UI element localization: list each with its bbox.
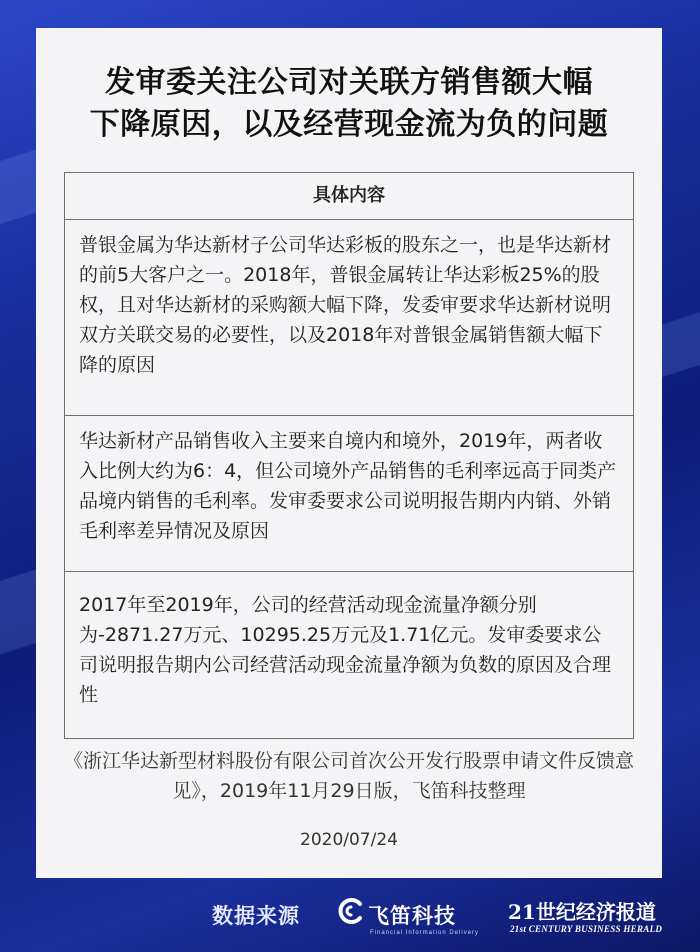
title-line-2: 下降原因，以及经营现金流为负的问题 bbox=[89, 107, 609, 142]
newspaper-logo: 21世纪经济报道 bbox=[508, 900, 656, 924]
newspaper-logo-english: 21st CENTURY BUSINESS HERALD bbox=[510, 924, 663, 934]
feidi-brand-tagline: Financial Information Delivery bbox=[370, 930, 480, 936]
data-source-label: 数据来源 bbox=[212, 904, 300, 928]
title-line-1: 发审委关注公司对关联方销售额大幅 bbox=[105, 65, 593, 100]
footer bbox=[0, 890, 700, 952]
source-note: 《浙江华达新型材料股份有限公司首次公开发行股票申请文件反馈意见》，2019年11月29日版，飞笛科技整理 bbox=[64, 750, 635, 802]
feidi-logo-icon bbox=[336, 896, 366, 926]
page-title bbox=[36, 62, 662, 146]
table-row: 普银金属为华达新材子公司华达彩板的股东之一，也是华达新材的前5大客户之一。2018年，普银金属转让华达彩板25%的股权，且对华达新材的采购额大幅下降，发委审要求华达新材说明双方关联交易的必要性，以及2018年对普银金属销售额大幅下降的原因 bbox=[65, 220, 633, 416]
content-card bbox=[36, 28, 662, 878]
content-table bbox=[64, 172, 634, 739]
table-header: 具体内容 bbox=[65, 173, 633, 220]
date: 2020/07/24 bbox=[300, 830, 398, 850]
table-row: 华达新材产品销售收入主要来自境内和境外，2019年，两者收入比例大约为6：4，但公司境外产品销售的毛利率远高于同类产品境内销售的毛利率。发审委要求公司说明报告期内内销、外销毛利率差异情况及原因 bbox=[65, 416, 633, 572]
feidi-brand: 飞笛科技 bbox=[368, 904, 456, 928]
table-row: 2017年至2019年，公司的经营活动现金流量净额分别为-2871.27万元、10295.25万元及1.71亿元。发审委要求公司说明报告期内公司经营活动现金流量净额为负数的原因及合理性 bbox=[79, 594, 612, 706]
